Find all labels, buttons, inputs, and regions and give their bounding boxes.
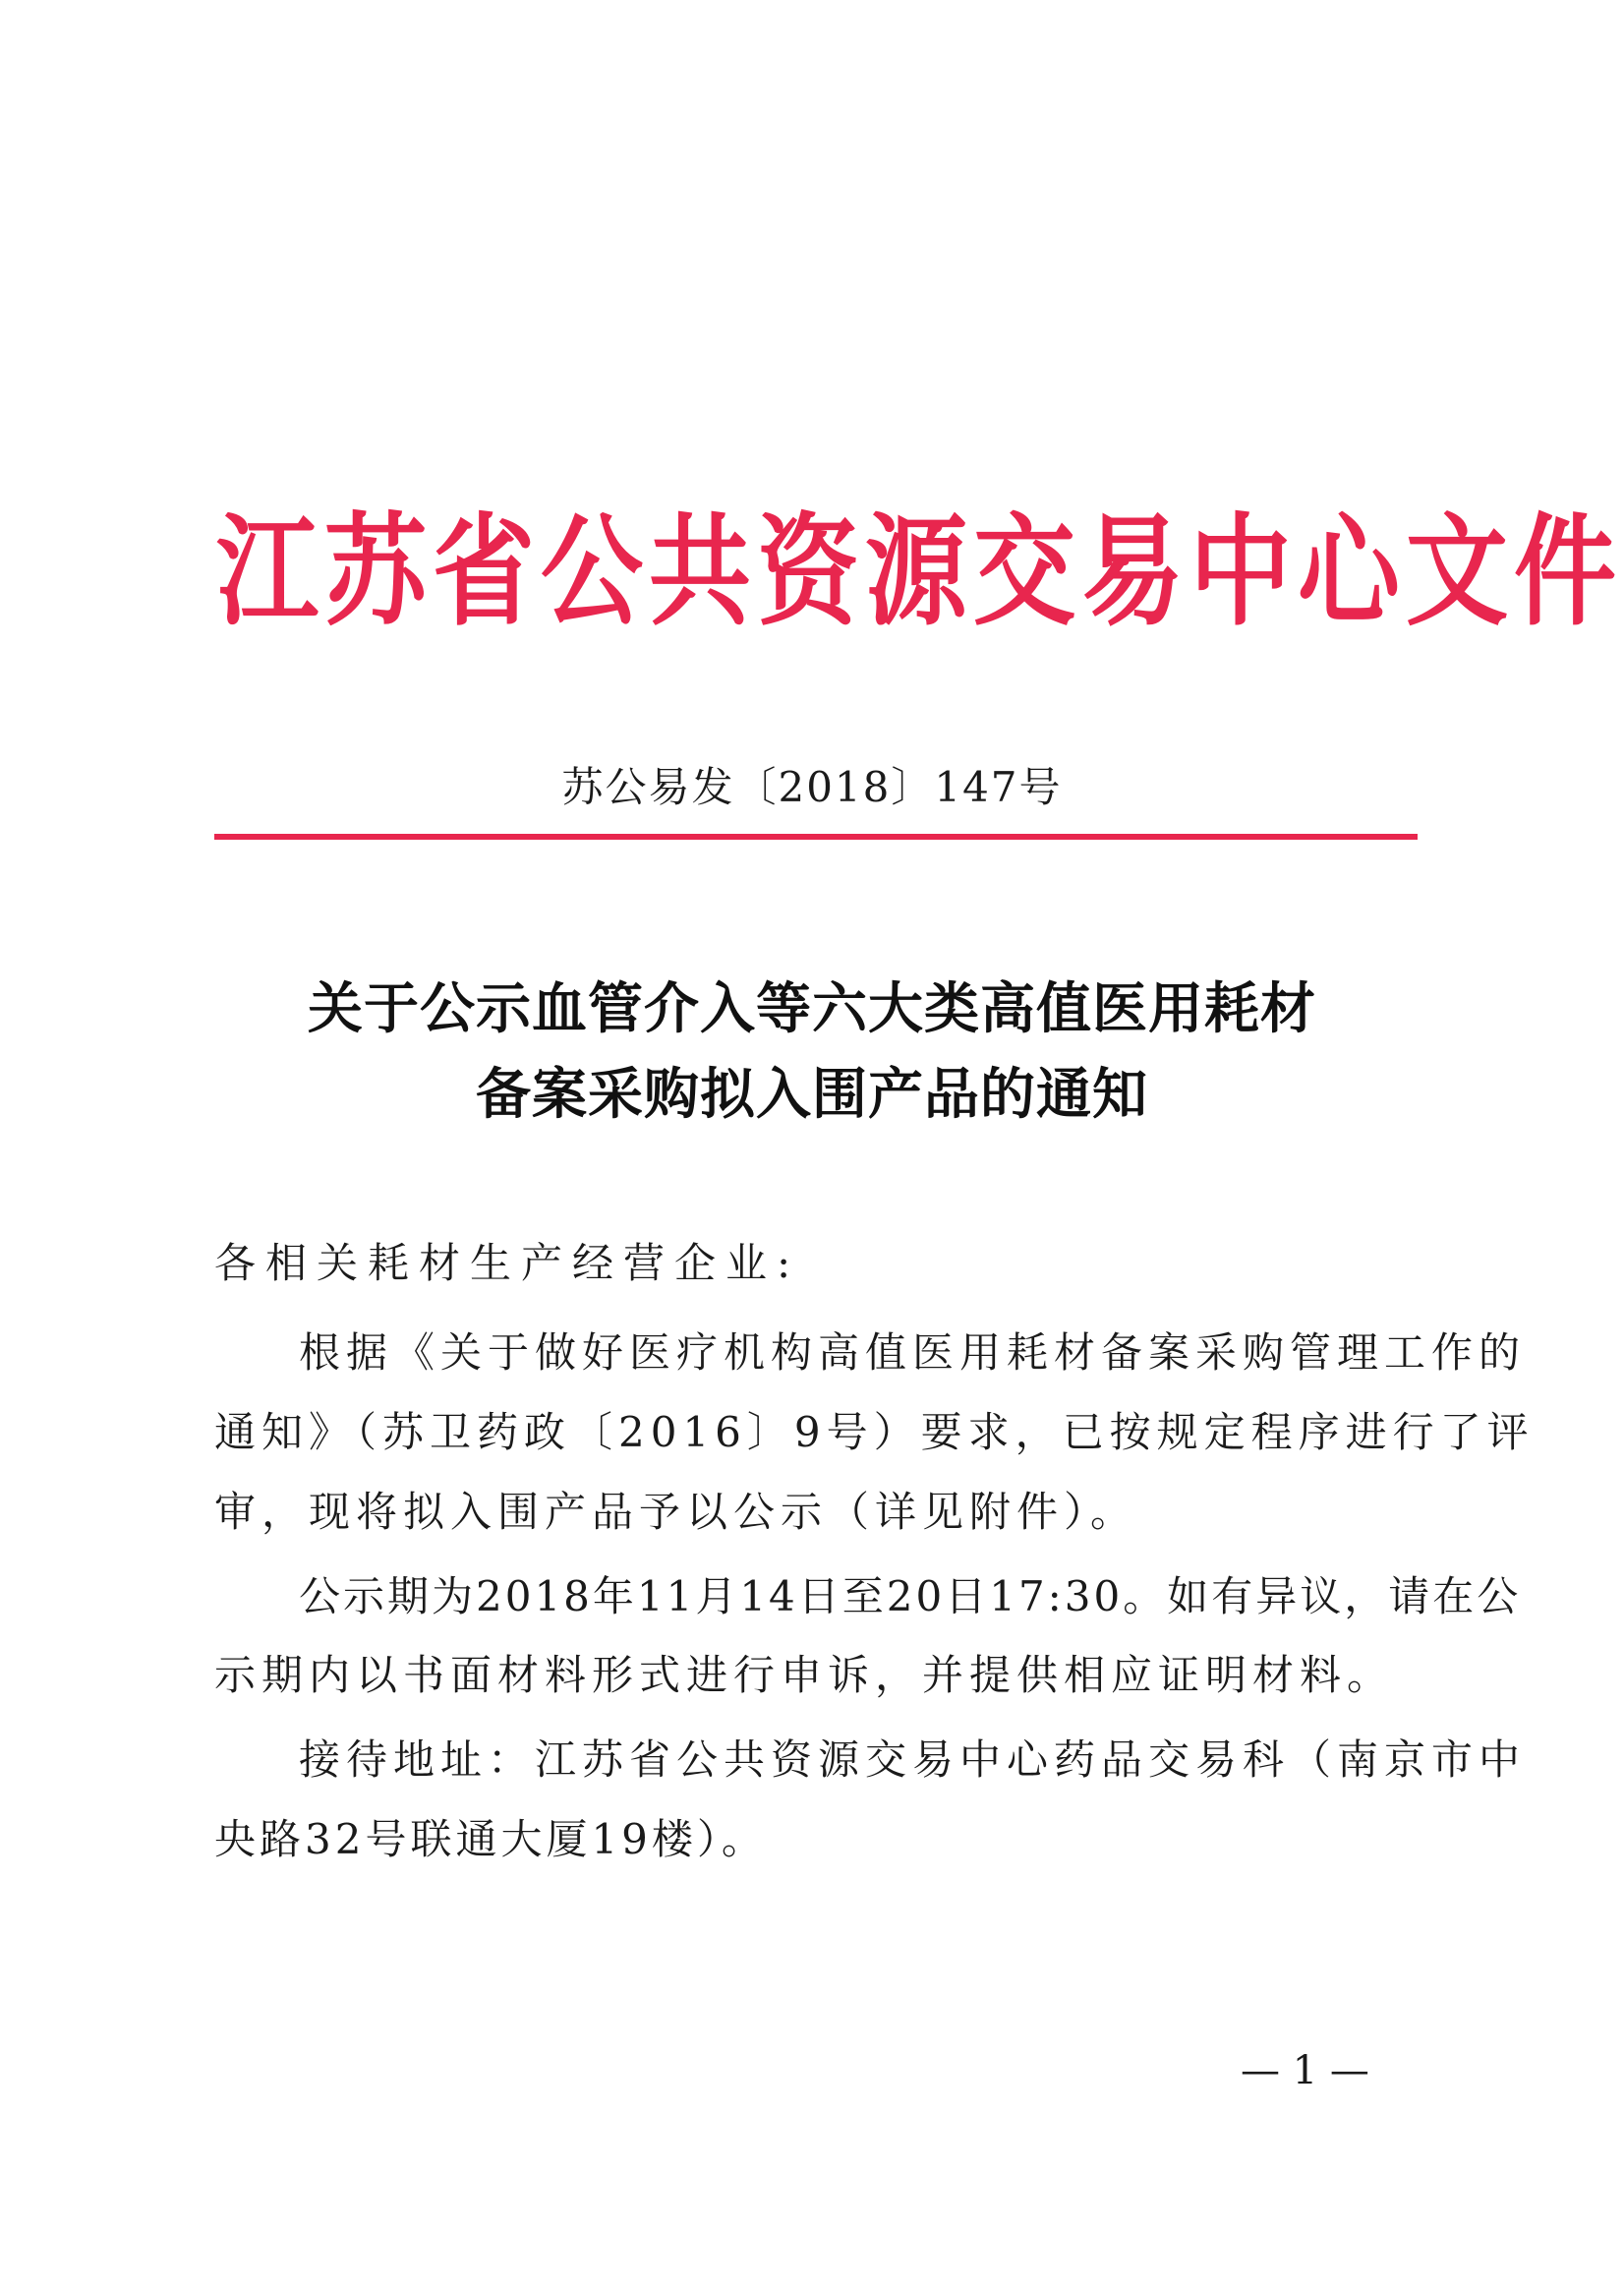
notice-title-line-1: 关于公示血管介入等六大类高值医用耗材 <box>308 976 1316 1041</box>
issuer-header-title: 江苏省公共资源交易中心文件 <box>216 500 1623 643</box>
paragraph-3-line-2: 央路32号联通大厦19楼）。 <box>214 1815 767 1863</box>
paragraph-2-line-1: 公示期为2018年11月14日至20日17:30。如有异议，请在公 <box>299 1572 1522 1620</box>
salutation: 各相关耗材生产经营企业: <box>214 1239 801 1287</box>
paragraph-3-line-1: 接待地址：江苏省公共资源交易中心药品交易科（南京市中 <box>299 1735 1527 1784</box>
red-divider-line <box>214 834 1418 840</box>
paragraph-2-line-2: 示期内以书面材料形式进行申诉，并提供相应证明材料。 <box>214 1651 1395 1699</box>
paragraph-1-line-1: 根据《关于做好医疗机构高值医用耗材备案采购管理工作的 <box>299 1328 1527 1377</box>
document-number: 苏公易发〔2018〕147号 <box>561 763 1063 811</box>
paragraph-1-line-2: 通知》（苏卫药政〔2016〕9号）要求，已按规定程序进行了评 <box>214 1408 1535 1456</box>
notice-title-line-2: 备案采购拟入围产品的通知 <box>476 1062 1148 1127</box>
page-number: — 1 — <box>1241 2048 1369 2093</box>
paragraph-1-line-3: 审，现将拟入围产品予以公示（详见附件）。 <box>214 1488 1138 1536</box>
